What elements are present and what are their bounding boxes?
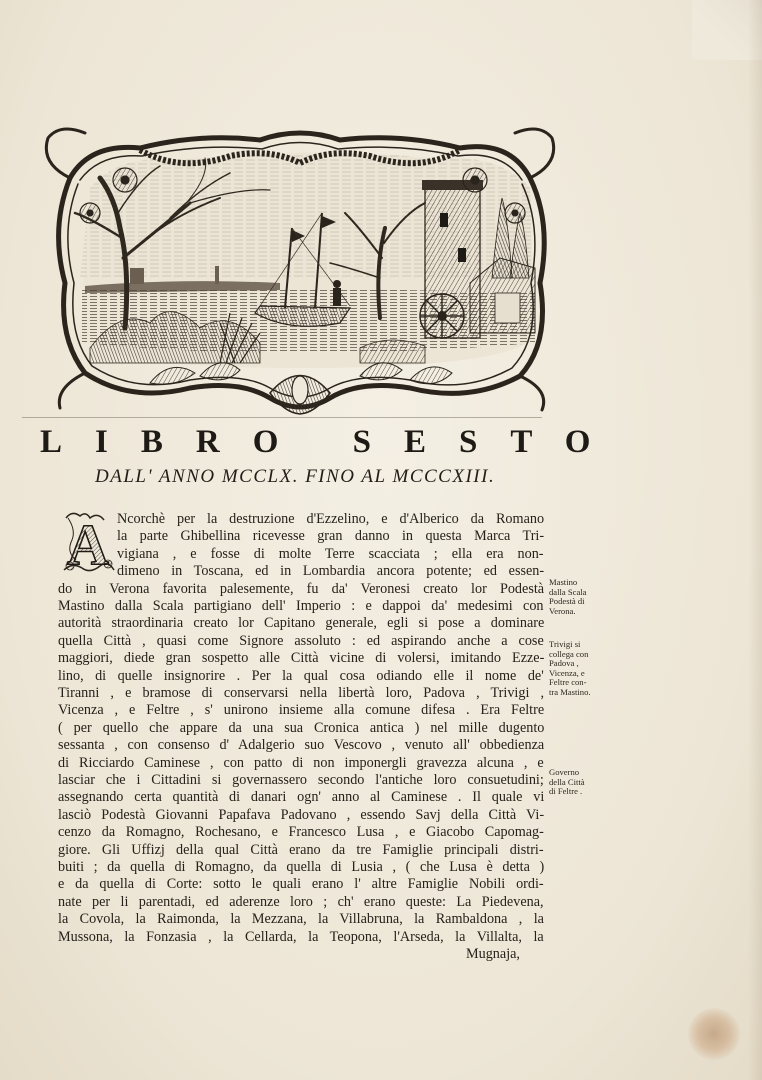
margin-note-line: dalla Scala	[549, 586, 587, 597]
text-line: Ncorchè per la destruzione d'Ezzelino, e d'Alberico da Romano	[117, 511, 545, 527]
decorated-initial-A	[60, 508, 116, 576]
margin-note-line: Padova ,	[549, 658, 579, 668]
text-line: lasciò Podestà Giovanni Papafava Padovano , essendo Savj della Città Vi-	[58, 806, 545, 823]
margin-note-line: tra Mastino.	[549, 686, 591, 697]
text-line: sessanta , con consenso d' Adalgerio suo Vescovo , venuto all' obbedienza	[58, 737, 545, 754]
text-line: cenzo da Romagno, Rochesano, e Francesco Lusa , e Giacobo Capomag-	[58, 824, 544, 841]
margin-note-line: Governo	[549, 767, 580, 777]
text-line: nate per li parentadi, ed aderenze loro ; ch' erano queste: La Piedevena,	[58, 893, 544, 910]
text-line: dimeno in Toscana, ed in Lombardia ancora potente; ed essen-	[117, 563, 545, 580]
headpiece-rule	[22, 417, 542, 418]
text-line: Mastino dalla Scala partigiano dell' Imperio : e dappoi da' medesimi con	[58, 598, 544, 614]
text-line: maggiori, diede gran sospetto alle Città vicine di volersi, imitando Ezze-	[58, 650, 545, 667]
text-line: lino, di quelle insignorire . Per la qual cosa odiando elle il nome de'	[58, 667, 544, 684]
text-line: di Ricciardo Caminese , con patto di non imponergli gravezza alcuna , e	[58, 754, 544, 771]
margin-note-line: Trivigi si	[549, 639, 581, 649]
text-line: quella Città , quasi come Signore assoluto : ed aspirando anche a cose	[58, 632, 544, 649]
dropcap-letter: A	[67, 512, 109, 576]
text-line: Mussona, la Fonzasia , la Cellarda, la Teopona, l'Arseda, la Villalta, la	[58, 928, 544, 945]
text-line: lasciar che i Cittadini si governassero secondo l'antiche loro consuetudini;	[58, 772, 544, 788]
margin-note-line: Verona.	[549, 605, 576, 616]
text-line: la parte Ghibellina ricevesse gran danno in questa Marca Tri-	[117, 528, 545, 545]
margin-note-line: della Città	[549, 776, 585, 787]
text-line: Tiranni , e bramose di conservarsi nella libertà loro, Padova , Trivigi ,	[58, 685, 545, 701]
margin-note-line: Podestà di	[549, 596, 585, 606]
margin-note-line: Feltre con-	[549, 677, 587, 687]
text-line: e da quella di Corte: sotto le quali erano l' altre Famiglie Nobili ordi-	[58, 876, 544, 893]
text-line: la Covola, la Raimonda, la Mezzana, la Villabruna, la Rambaldona , la	[58, 911, 544, 928]
engraved-headpiece-vignette	[30, 118, 570, 418]
text-line: assegnando certa quantità di danari ogn' anno al Caminese . Il quale vi	[58, 789, 545, 806]
text-line: Vicenza , e Feltre , s' unirono insieme alla comune difesa . Era Feltre	[58, 702, 545, 719]
book-subtitle: DALL' ANNO MCCLX. FINO AL MCCCXIII.	[95, 466, 496, 487]
text-line: giore. Gli Uffizj della qual Città erano da tre Famiglie principali distri-	[58, 841, 544, 858]
text-line: ( per quello che appare da una sua Cronica antica ) nel mille dugento	[58, 719, 545, 736]
text-line: vigiana , e fosse di molte Terre scacciata ; ella era non-	[117, 545, 544, 562]
page-edge-shadow	[748, 0, 762, 1080]
foxing-stain	[688, 1008, 740, 1060]
margin-note-line: collega con	[549, 648, 589, 659]
book-title: LIBRO SESTO	[40, 424, 624, 460]
text-line: buiti ; da quella di Romagno, da quella di Lusia , ( che Lusa è detta )	[58, 859, 545, 875]
text-line: Mugnaja,	[466, 946, 520, 962]
margin-note-line: Mastino	[549, 577, 578, 587]
text-line: autorità straordinaria creato lor Capitano generale, egli si pose a dominare	[58, 615, 545, 632]
margin-note-line: Vicenza, e	[549, 667, 585, 678]
margin-note-line: di Feltre .	[549, 786, 583, 796]
text-line: do in Verona favorita palesemente, fu da' Veronesi creato lor Podestà	[58, 580, 545, 597]
